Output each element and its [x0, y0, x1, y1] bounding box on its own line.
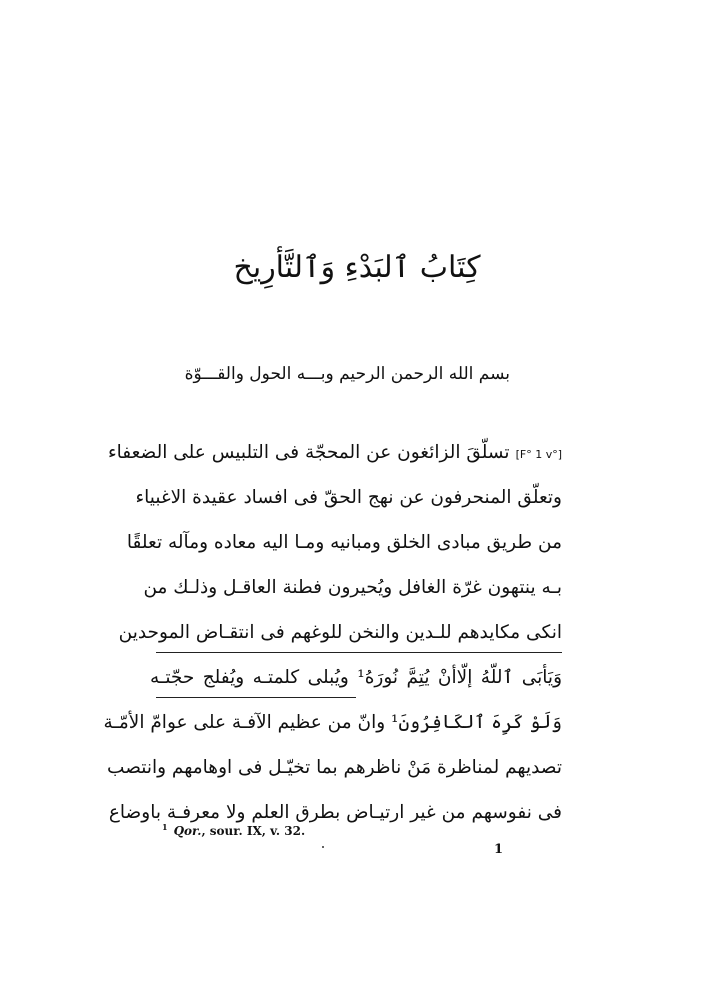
quran-quote-rule-2 [156, 697, 356, 698]
footnote [162, 822, 305, 838]
main-text-block [103, 430, 563, 835]
text-line-1 [107, 430, 562, 475]
footnote-reference: , sour. IX, v. 32. [201, 824, 306, 838]
text-line-8: تصديهم لمناظرة مَنْ ناظرهم بما تخيّـل فى اوهامهم وانتصب [107, 757, 562, 778]
page-number: 1 [494, 842, 504, 857]
text-line-2: وتعلّق المنحرفون عن نهج الحقّ فى افساد عقيدة الاغبياء [135, 487, 562, 508]
basmala-invocation: بسم الله الرحمن الرحيم وبـــه الحول والقـــوّة [184, 364, 510, 384]
book-title: كِتَابُ ٱلبَدْءِ وَٱلتَّأرِيخ [233, 250, 481, 285]
text-line-4: بـه ينتهون غرّة الغافل ويُحيرون فطنة العاقـل وذلـك من [143, 577, 562, 598]
text-line-6-content: وَيَأبَى ٱللّهُ إلّاأنْ يُتِمَّ نُورَهُ¹ ويُبلى كلمتـه ويُفلج حجّتـه [150, 667, 563, 688]
footnote-source: Qor. [173, 824, 202, 838]
text-line-5 [118, 610, 562, 655]
text-line-7: وَلَوْ كَرِهَ ٱلكَافِرُونَ¹ وانّ من عظيم الآفـة على عوامّ الأمّـة [103, 712, 562, 733]
text-line-3: من طريق مبادى الخلق ومبانيه ومـا اليه معاده ومآله تعلقًا [126, 532, 562, 553]
text-line-6 [150, 655, 562, 700]
text-line-5-content: انكى مكايدهم للـدين والنخن للوغهم فى انتقـاض الموحدين [118, 622, 562, 643]
text-line-1-content: تسلّقَ الزائغون عن المحجّة فى التلبيس على الضعفاء [107, 442, 510, 463]
print-speck [322, 846, 324, 848]
folio-marker: [F° 1 v°] [515, 448, 562, 461]
quran-quote-rule [156, 652, 562, 653]
footnote-marker: 1 [162, 822, 168, 832]
text-line-9: فى نفوسهم من غير ارتيـاض بطرق العلم ولا معرفـة باوضاع [108, 802, 562, 823]
